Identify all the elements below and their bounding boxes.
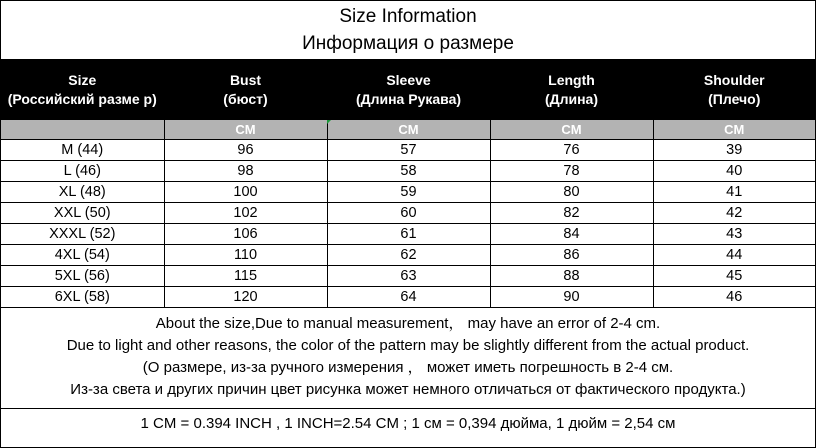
table-row <box>1 161 815 182</box>
unit-conversion: 1 CM = 0.394 INCH , 1 INCH=2.54 CM ; 1 см = 0,394 дюйма, 1 дюйм = 2,54 см <box>140 415 676 432</box>
title-russian: Информация о размере <box>302 33 514 54</box>
size-cell: XL (48) <box>1 182 164 203</box>
header-cell-shoulder <box>653 60 815 120</box>
shoulder-cell: 42 <box>653 203 815 224</box>
table-row <box>1 140 815 161</box>
bust-cell: 115 <box>164 266 327 287</box>
bust-cell: 102 <box>164 203 327 224</box>
shoulder-cell: 43 <box>653 224 815 245</box>
cell-marker <box>327 120 331 124</box>
bust-cell: 106 <box>164 224 327 245</box>
bust-cell: 100 <box>164 182 327 203</box>
header-sublabel: (Длина) <box>544 90 599 107</box>
unit-cell: CM <box>164 120 327 140</box>
shoulder-cell: 44 <box>653 245 815 266</box>
unit-cell: CM <box>653 120 815 140</box>
header-cell-bust <box>164 60 327 120</box>
header-sublabel: (бюст) <box>223 90 268 107</box>
sleeve-cell: 61 <box>327 224 490 245</box>
note-line: Из-за света и других причин цвет рисунка может немного отличаться от фактического продукта.) <box>70 381 746 398</box>
table-row <box>1 224 815 245</box>
sleeve-cell: 57 <box>327 140 490 161</box>
title-block <box>1 1 815 60</box>
notes-block <box>1 308 815 409</box>
length-cell: 88 <box>490 266 653 287</box>
sleeve-cell: 64 <box>327 287 490 308</box>
sleeve-cell: 60 <box>327 203 490 224</box>
header-cell-sleeve <box>327 60 490 120</box>
length-cell: 86 <box>490 245 653 266</box>
title-english: Size Information <box>339 6 477 27</box>
sleeve-cell: 58 <box>327 161 490 182</box>
bust-cell: 110 <box>164 245 327 266</box>
bust-cell: 96 <box>164 140 327 161</box>
header-label: Size <box>68 71 97 88</box>
note-line: Due to light and other reasons, the color of the pattern may be slightly different from the actual product. <box>66 337 750 354</box>
header-sublabel: (Плечо) <box>708 90 761 107</box>
table-row <box>1 266 815 287</box>
length-cell: 84 <box>490 224 653 245</box>
bust-cell: 120 <box>164 287 327 308</box>
size-cell: 5XL (56) <box>1 266 164 287</box>
length-cell: 80 <box>490 182 653 203</box>
length-cell: 76 <box>490 140 653 161</box>
size-table <box>1 60 815 308</box>
header-cell-length <box>490 60 653 120</box>
shoulder-cell: 45 <box>653 266 815 287</box>
shoulder-cell: 39 <box>653 140 815 161</box>
length-cell: 90 <box>490 287 653 308</box>
header-label: Bust <box>229 71 262 88</box>
shoulder-cell: 40 <box>653 161 815 182</box>
header-label: Shoulder <box>703 71 765 88</box>
size-cell: XXXL (52) <box>1 224 164 245</box>
sleeve-cell: 59 <box>327 182 490 203</box>
header-sublabel: (Российский разме р) <box>7 90 157 107</box>
shoulder-cell: 41 <box>653 182 815 203</box>
length-cell: 82 <box>490 203 653 224</box>
table-row <box>1 182 815 203</box>
header-sublabel: (Длина Рукава) <box>355 90 462 107</box>
size-cell: M (44) <box>1 140 164 161</box>
header-row <box>1 60 815 120</box>
unit-row <box>1 120 815 140</box>
unit-cell: CM <box>327 120 490 140</box>
note-line: (О размере, из-за ручного измерения ， может иметь погрешность в 2-4 см. <box>142 359 674 376</box>
sleeve-cell: 63 <box>327 266 490 287</box>
header-label: Length <box>548 71 595 88</box>
table-row <box>1 287 815 308</box>
header-label: Sleeve <box>386 71 431 88</box>
table-row <box>1 203 815 224</box>
length-cell: 78 <box>490 161 653 182</box>
unit-cell <box>1 120 164 140</box>
shoulder-cell: 46 <box>653 287 815 308</box>
bust-cell: 98 <box>164 161 327 182</box>
table-row <box>1 245 815 266</box>
unit-cell: CM <box>490 120 653 140</box>
note-line: About the size,Due to manual measurement， may have an error of 2-4 cm. <box>155 315 661 332</box>
size-cell: 4XL (54) <box>1 245 164 266</box>
size-cell: XXL (50) <box>1 203 164 224</box>
sleeve-cell: 62 <box>327 245 490 266</box>
header-cell-size <box>1 60 164 120</box>
size-cell: 6XL (58) <box>1 287 164 308</box>
size-cell: L (46) <box>1 161 164 182</box>
